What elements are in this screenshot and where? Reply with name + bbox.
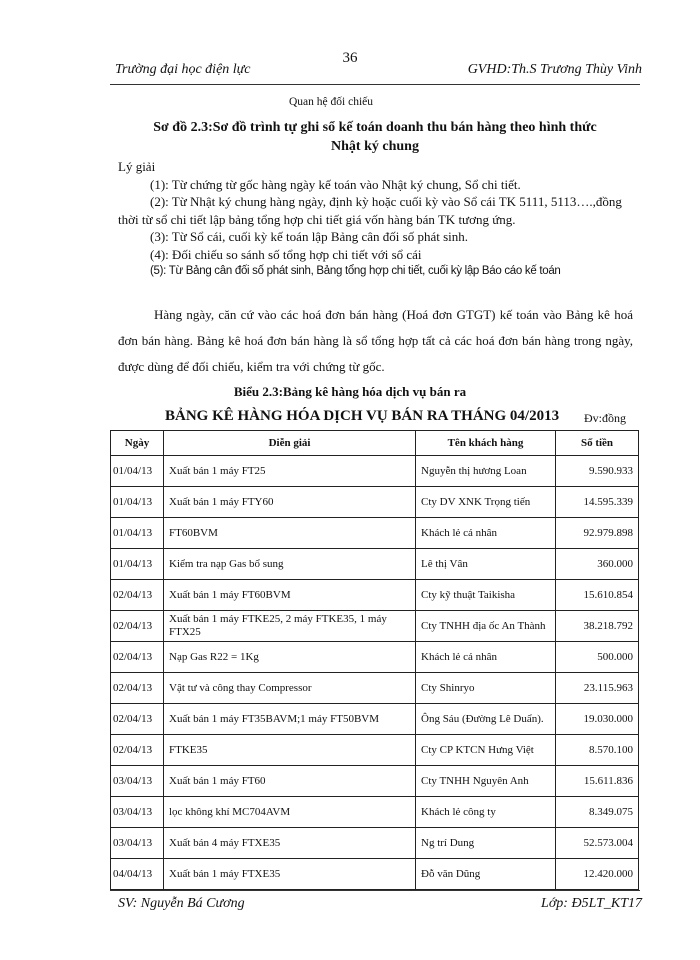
cell-description: Nạp Gas R22 = 1Kg xyxy=(164,642,416,673)
cell-customer: Khách lẻ cá nhân xyxy=(416,518,556,549)
relation-label: Quan hệ đối chiếu xyxy=(289,96,373,108)
table-row xyxy=(111,518,639,549)
cell-date: 01/04/13 xyxy=(111,518,164,549)
header-school: Trường đại học điện lực xyxy=(115,62,251,77)
cell-customer: Khách lẻ cá nhân xyxy=(416,642,556,673)
explanation xyxy=(118,158,638,281)
cell-description: Xuất bán 1 máy FT60BVM xyxy=(164,580,416,611)
cell-customer: Lê thị Vân xyxy=(416,549,556,580)
cell-description: Kiểm tra nạp Gas bổ sung xyxy=(164,549,416,580)
cell-amount: 15.610.854 xyxy=(556,580,639,611)
cell-description: FT60BVM xyxy=(164,518,416,549)
table-row xyxy=(111,828,639,859)
cell-description: Xuất bán 4 máy FTXE35 xyxy=(164,828,416,859)
footer-class: Lớp: Đ5LT_KT17 xyxy=(541,896,642,911)
cell-date: 01/04/13 xyxy=(111,549,164,580)
cell-customer: Cty kỹ thuật Taikisha xyxy=(416,580,556,611)
table-row xyxy=(111,549,639,580)
explanation-item-1: (1): Từ chứng từ gốc hàng ngày kế toán vào Nhật ký chung, Sổ chi tiết. xyxy=(150,176,521,192)
sales-table xyxy=(110,430,639,890)
cell-amount: 360.000 xyxy=(556,549,639,580)
explanation-item-4: (4): Đối chiếu so sánh số tổng hợp chi tiết với sổ cái xyxy=(150,246,422,262)
cell-customer: Cty DV XNK Trọng tiến xyxy=(416,487,556,518)
cell-date: 02/04/13 xyxy=(111,642,164,673)
table-row xyxy=(111,580,639,611)
cell-description: Xuất bán 1 máy FTKE25, 2 máy FTKE35, 1 máy FTX25 xyxy=(164,611,416,642)
explanation-item-5: (5): Từ Bảng cân đối số phát sinh, Bảng tổng hợp chi tiết, cuối kỳ lập Báo cáo kế toán xyxy=(150,265,561,277)
cell-amount: 92.979.898 xyxy=(556,518,639,549)
explanation-item-3: (3): Từ Sổ cái, cuối kỳ kế toán lập Bảng cân đối số phát sinh. xyxy=(150,229,469,244)
cell-customer: Ng trí Dung xyxy=(416,828,556,859)
table-row xyxy=(111,797,639,828)
cell-description: Xuất bán 1 máy FT25 xyxy=(164,456,416,487)
explanation-heading: Lý giải xyxy=(118,159,156,174)
cell-date: 01/04/13 xyxy=(111,487,164,518)
cell-customer: Cty TNHH địa ốc An Thành xyxy=(416,611,556,642)
figure-title xyxy=(110,118,640,156)
table-row xyxy=(111,735,639,766)
header-rule xyxy=(110,84,640,85)
footer-rule xyxy=(110,890,640,891)
page-number: 36 xyxy=(342,50,358,66)
cell-amount: 8.570.100 xyxy=(556,735,639,766)
cell-amount: 15.611.836 xyxy=(556,766,639,797)
cell-description: FTKE35 xyxy=(164,735,416,766)
cell-customer: Cty TNHH Nguyên Anh xyxy=(416,766,556,797)
col-header-customer: Tên khách hàng xyxy=(416,431,556,456)
table-header-row xyxy=(111,431,639,456)
cell-description: Vật tư và công thay Compressor xyxy=(164,673,416,704)
explanation-item-2: (2): Từ Nhật ký chung hàng ngày, định kỳ hoặc cuối kỳ vào Sổ cái TK 5111, 5113….,đồng thời từ sổ chi tiết lập bảng tổng hợp chi tiết giá vốn hàng bán TK tương ứng. xyxy=(118,194,622,227)
cell-customer: Khách lẻ công ty xyxy=(416,797,556,828)
table-caption: Biểu 2.3:Bảng kê hàng hóa dịch vụ bán ra xyxy=(233,384,467,399)
cell-date: 02/04/13 xyxy=(111,673,164,704)
cell-amount: 12.420.000 xyxy=(556,859,639,890)
cell-date: 02/04/13 xyxy=(111,611,164,642)
cell-description: Xuất bán 1 máy FT35BAVM;1 máy FT50BVM xyxy=(164,704,416,735)
cell-customer: Nguyễn thị hương Loan xyxy=(416,456,556,487)
col-header-description: Diễn giải xyxy=(164,431,416,456)
table-row xyxy=(111,611,639,642)
footer-student: SV: Nguyễn Bá Cương xyxy=(118,896,245,911)
col-header-amount: Số tiền xyxy=(556,431,639,456)
cell-date: 03/04/13 xyxy=(111,766,164,797)
table-row xyxy=(111,859,639,890)
cell-amount: 500.000 xyxy=(556,642,639,673)
cell-description: Xuất bán 1 máy FTXE35 xyxy=(164,859,416,890)
table-row xyxy=(111,673,639,704)
body-paragraph: Hàng ngày, căn cứ vào các hoá đơn bán hàng (Hoá đơn GTGT) kế toán vào Bảng kê hoá đơn bán hàng. Bảng kê hoá đơn bán hàng là sổ tổng hợp tất cả các hoá đơn bán hàng trong ngày, được dùng để đối chiếu, kiểm tra với chứng từ gốc. xyxy=(118,307,633,374)
figure-title-line1: Sơ đồ 2.3:Sơ đồ trình tự ghi sổ kế toán doanh thu bán hàng theo hình thức xyxy=(153,120,597,135)
cell-description: lọc không khí MC704AVM xyxy=(164,797,416,828)
cell-amount: 38.218.792 xyxy=(556,611,639,642)
cell-amount: 19.030.000 xyxy=(556,704,639,735)
cell-customer: Cty CP KTCN Hưng Việt xyxy=(416,735,556,766)
table-row xyxy=(111,487,639,518)
cell-description: Xuất bán 1 máy FT60 xyxy=(164,766,416,797)
cell-amount: 8.349.075 xyxy=(556,797,639,828)
table-row xyxy=(111,704,639,735)
col-header-date: Ngày xyxy=(111,431,164,456)
cell-date: 01/04/13 xyxy=(111,456,164,487)
table-row xyxy=(111,642,639,673)
table-row xyxy=(111,456,639,487)
currency-unit: Đv:đồng xyxy=(584,411,626,425)
cell-description: Xuất bán 1 máy FTY60 xyxy=(164,487,416,518)
cell-amount: 23.115.963 xyxy=(556,673,639,704)
cell-amount: 14.595.339 xyxy=(556,487,639,518)
cell-customer: Ông Sáu (Đường Lê Duẩn). xyxy=(416,704,556,735)
cell-customer: Đỗ văn Dũng xyxy=(416,859,556,890)
table-title: BẢNG KÊ HÀNG HÓA DỊCH VỤ BÁN RA THÁNG 04/2013 xyxy=(165,408,560,424)
cell-amount: 9.590.933 xyxy=(556,456,639,487)
cell-amount: 52.573.004 xyxy=(556,828,639,859)
cell-date: 03/04/13 xyxy=(111,797,164,828)
cell-date: 04/04/13 xyxy=(111,859,164,890)
header-advisor: GVHD:Th.S Trương Thùy Vinh xyxy=(467,62,642,77)
table-row xyxy=(111,766,639,797)
cell-date: 03/04/13 xyxy=(111,828,164,859)
cell-date: 02/04/13 xyxy=(111,735,164,766)
cell-date: 02/04/13 xyxy=(111,580,164,611)
cell-customer: Cty Shinryo xyxy=(416,673,556,704)
figure-title-line2: Nhật ký chung xyxy=(331,139,419,154)
cell-date: 02/04/13 xyxy=(111,704,164,735)
